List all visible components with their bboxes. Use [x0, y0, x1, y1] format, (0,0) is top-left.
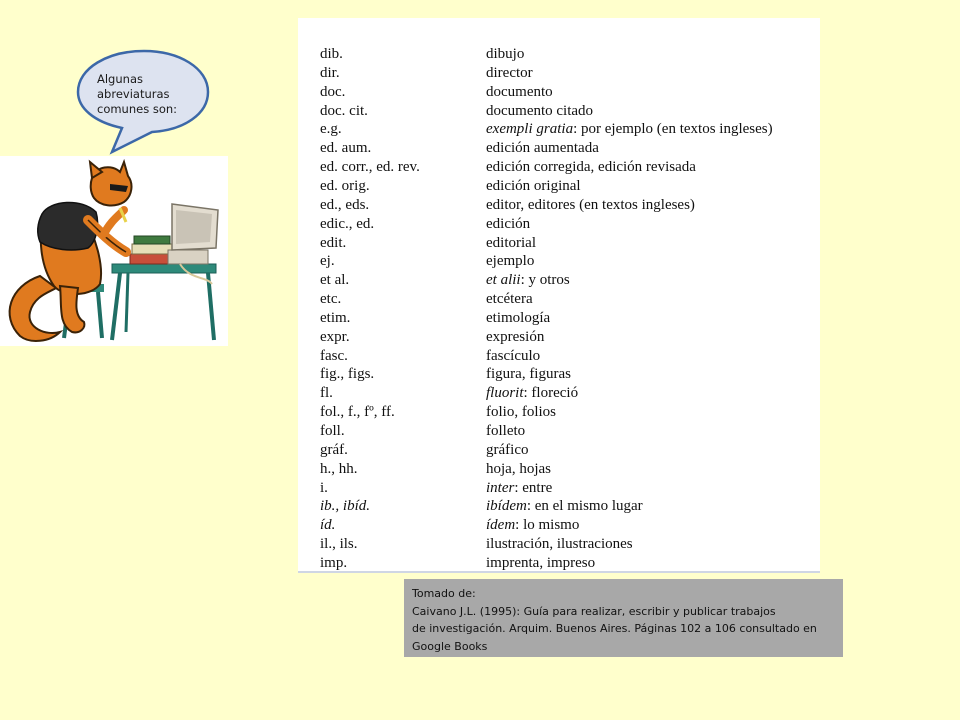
- abbreviation-definition: figura, figuras: [486, 366, 571, 383]
- abbreviation-definition: edición original: [486, 177, 581, 194]
- abbreviation-term: e.g.: [320, 121, 342, 138]
- abbreviation-term: dir.: [320, 64, 340, 81]
- definition-rest-part: : lo mismo: [515, 517, 580, 534]
- abbreviation-row: [298, 140, 820, 159]
- abbreviation-term: h., hh.: [320, 460, 358, 477]
- abbreviation-row: [298, 442, 820, 461]
- abbreviation-row: [298, 121, 820, 140]
- abbreviation-row: [298, 480, 820, 499]
- abbreviation-definition: folio, folios: [486, 404, 556, 421]
- abbreviation-row: [298, 197, 820, 216]
- abbreviation-term: ed. aum.: [320, 140, 372, 157]
- abbreviation-definition: folleto: [486, 423, 526, 439]
- speech-bubble-line: abreviaturas: [97, 87, 170, 101]
- abbreviation-definition: documento: [486, 83, 553, 100]
- source-citation: [404, 579, 843, 657]
- abbreviation-definition: edición corregida, edición revisada: [486, 159, 696, 176]
- abbreviation-definition: edición aumentada: [486, 140, 599, 157]
- abbreviation-row: [298, 329, 820, 348]
- abbreviation-term: fasc.: [320, 347, 348, 364]
- abbreviation-row: [298, 404, 820, 423]
- definition-rest-part: : entre: [514, 479, 553, 496]
- abbreviation-definition: edición: [486, 215, 531, 232]
- definition-rest-part: : por ejemplo (en textos ingleses): [573, 121, 773, 138]
- speech-bubble-line: comunes son:: [97, 102, 178, 116]
- source-line: Caivano J.L. (1995): Guía para realizar, escribir y publicar trabajos: [412, 604, 776, 618]
- definition-rest-part: : y otros: [520, 272, 570, 289]
- abbreviation-row: [298, 536, 820, 555]
- abbreviation-term: doc. cit.: [320, 102, 368, 119]
- abbreviation-row: [298, 461, 820, 480]
- abbreviation-row: [298, 65, 820, 84]
- source-line: Google Books: [412, 639, 488, 653]
- abbreviation-row: [298, 216, 820, 235]
- definition-italic-part: fluorit: [486, 385, 524, 402]
- abbreviation-list: [298, 18, 820, 573]
- definition-italic-part: inter: [486, 479, 515, 496]
- abbreviation-term: ed. orig.: [320, 177, 370, 194]
- abbreviation-row: [298, 84, 820, 103]
- abbreviation-row: [298, 235, 820, 254]
- abbreviation-term: i.: [320, 479, 328, 496]
- abbreviation-row: [298, 159, 820, 178]
- abbreviation-row: [298, 366, 820, 385]
- abbreviation-term: il., ils.: [320, 536, 358, 553]
- abbreviation-row: [298, 46, 820, 65]
- abbreviation-definition: [486, 480, 552, 497]
- abbreviation-row: [298, 498, 820, 517]
- abbreviation-row: [298, 423, 820, 442]
- abbreviation-definition: director: [486, 64, 533, 81]
- abbreviation-row: [298, 385, 820, 404]
- abbreviation-term: ed. corr., ed. rev.: [320, 159, 420, 176]
- abbreviation-definition: etimología: [486, 309, 551, 326]
- cat-at-computer-illustration: [0, 156, 228, 346]
- abbreviation-term: fol., f., fº, ff.: [320, 404, 395, 421]
- abbreviation-term: foll.: [320, 423, 345, 439]
- abbreviation-definition: etcétera: [486, 291, 533, 308]
- abbreviation-term: dib.: [320, 46, 343, 62]
- abbreviation-term: ed., eds.: [320, 196, 370, 213]
- abbreviation-definition: gráfico: [486, 441, 529, 458]
- abbreviation-definition: [486, 517, 579, 534]
- abbreviation-term: doc.: [320, 83, 346, 100]
- abbreviation-definition: documento citado: [486, 102, 594, 119]
- abbreviation-row: [298, 517, 820, 536]
- abbreviation-row: [298, 253, 820, 272]
- abbreviation-definition: editor, editores (en textos ingleses): [486, 196, 695, 213]
- abbreviation-row: [298, 291, 820, 310]
- abbreviation-definition: dibujo: [486, 46, 525, 62]
- abbreviation-term: ib., ibíd.: [320, 498, 371, 515]
- speech-bubble-line: Algunas: [97, 72, 143, 86]
- speech-bubble-text: [97, 72, 197, 117]
- abbreviation-term: gráf.: [320, 441, 348, 458]
- definition-italic-part: et alii: [486, 272, 521, 289]
- source-line: Tomado de:: [412, 587, 476, 600]
- abbreviation-row: [298, 178, 820, 197]
- cat-computer-icon: [0, 156, 228, 346]
- abbreviation-row: [298, 348, 820, 367]
- abbreviation-row: [298, 310, 820, 329]
- abbreviation-term: íd.: [320, 517, 336, 534]
- abbreviation-definition: editorial: [486, 234, 536, 251]
- abbreviation-definition: expresión: [486, 328, 545, 345]
- definition-italic-part: ibídem: [486, 498, 527, 515]
- abbreviation-term: edic., ed.: [320, 215, 375, 232]
- abbreviation-definition: hoja, hojas: [486, 460, 551, 477]
- abbreviation-definition: [486, 498, 643, 515]
- abbreviation-definition: [486, 272, 570, 289]
- abbreviation-term: fl.: [320, 385, 333, 402]
- abbreviation-definition: ilustración, ilustraciones: [486, 536, 633, 553]
- abbreviation-definition: [486, 385, 578, 402]
- definition-italic-part: exempli gratia: [486, 121, 574, 138]
- definition-rest-part: : floreció: [523, 385, 579, 402]
- speech-bubble: [74, 48, 214, 156]
- abbreviation-definition: ejemplo: [486, 253, 535, 270]
- definition-rest-part: : en el mismo lugar: [526, 498, 643, 515]
- abbreviation-term: ej.: [320, 253, 335, 270]
- abbreviation-row: [298, 272, 820, 291]
- abbreviation-row: [298, 555, 820, 574]
- abbreviation-term: imp.: [320, 554, 348, 571]
- source-line: de investigación. Arquim. Buenos Aires. Páginas 102 a 106 consultado en: [412, 622, 817, 635]
- abbreviation-term: etim.: [320, 309, 351, 326]
- abbreviation-term: edit.: [320, 234, 347, 251]
- abbreviation-definition: fascículo: [486, 347, 541, 364]
- abbreviation-term: fig., figs.: [320, 366, 375, 383]
- abbreviation-definition: [486, 121, 773, 138]
- abbreviation-term: expr.: [320, 328, 350, 345]
- abbreviation-term: et al.: [320, 272, 350, 289]
- definition-italic-part: ídem: [486, 517, 516, 534]
- abbreviation-term: etc.: [320, 291, 342, 308]
- abbreviation-row: [298, 103, 820, 122]
- abbreviation-definition: imprenta, impreso: [486, 554, 596, 571]
